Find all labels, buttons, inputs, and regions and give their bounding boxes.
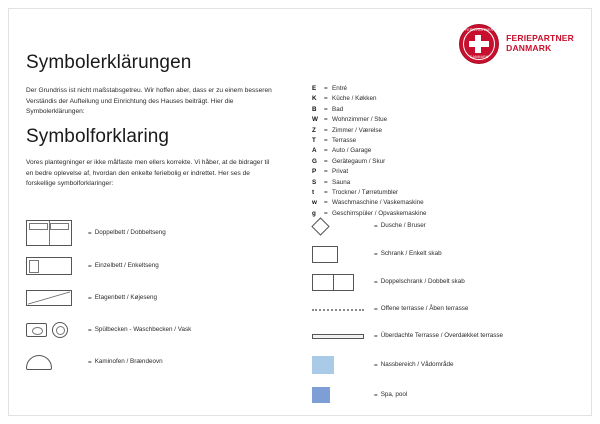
danish-paragraph: Vores plantegninger er ikke målfaste men ellers korrekte. Vi håber, at de bidrager til en bedre oplevelse af, hvordan den enkelte feriebolig er indrettet. Her ses de forskellige symbolforklaringer: (26, 159, 270, 188)
legend-label: Nassbereich / Vådområde (380, 360, 454, 368)
abbreviation-row (312, 198, 552, 208)
bunk-bed-icon (26, 290, 88, 306)
sink-icon (26, 322, 88, 338)
legend-equals: = (88, 358, 92, 366)
abbreviation-key: S (312, 178, 317, 186)
abbreviation-equals: = (324, 209, 328, 217)
abbreviation-value: Entré (332, 85, 348, 93)
abbreviation-value: Geschirrspüler / Opvaskemaskine (332, 209, 427, 217)
abbreviation-row (312, 178, 552, 188)
legend-equals: = (374, 222, 378, 230)
legend-equals: = (88, 229, 92, 237)
abbreviation-equals: = (324, 157, 328, 165)
legend-equals: = (374, 333, 378, 340)
logo-seal-bottom-text: DANMARK (469, 54, 489, 59)
abbreviation-key: W (312, 116, 318, 124)
legend-label: Spülbecken - Waschbecken / Vask (94, 325, 192, 333)
abbreviation-value: Wohnzimmer / Stue (332, 116, 388, 124)
legend-label: Doppelbett / Dobbeltseng (94, 228, 166, 236)
abbreviation-value: Küche / Køkken (332, 95, 377, 103)
legend-item-bunk-bed (26, 282, 281, 314)
logo-cross-horizontal (469, 41, 489, 47)
legend-item-fireplace (26, 346, 281, 378)
abbreviation-equals: = (324, 85, 328, 93)
abbreviation-value: Gerätegaum / Skur (332, 157, 386, 165)
abbreviation-row (312, 126, 552, 136)
abbreviation-row (312, 136, 552, 146)
abbreviation-value: Sauna (332, 178, 351, 186)
abbreviation-row (312, 115, 552, 125)
abbreviation-value: Privat (332, 168, 349, 176)
abbreviation-key: B (312, 105, 317, 113)
legend-label: Dusche / Bruser (380, 221, 426, 229)
legend-label: Schrank / Enkelt skab (380, 249, 442, 257)
wet-room-swatch-icon (312, 356, 374, 374)
abbreviation-key: P (312, 168, 317, 176)
legend-item-terrace-open (312, 296, 562, 323)
legend-item-terrace-covered (312, 323, 562, 350)
legend-item-wet-room (312, 350, 562, 380)
double-bed-icon (26, 220, 88, 246)
abbreviation-key: E (312, 85, 317, 93)
logo-line-2: DANMARK (506, 43, 552, 53)
legend-label: Spa, pool (380, 390, 408, 398)
legend-label: Etagenbett / Køjeseng (94, 293, 157, 301)
logo-wordmark (506, 34, 574, 54)
legend-label: Kaminofen / Brændeovn (94, 357, 163, 365)
pool-swatch-icon (312, 387, 374, 403)
abbreviation-key: T (312, 137, 316, 144)
closet-double-icon (312, 274, 374, 291)
legend-item-pool (312, 380, 562, 410)
legend-right-column (312, 209, 562, 410)
legend-item-double-bed (26, 216, 281, 250)
abbreviation-equals: = (324, 147, 328, 155)
legend-equals: = (88, 326, 92, 334)
abbreviation-equals: = (324, 178, 328, 186)
fireplace-icon (26, 355, 88, 370)
open-terrace-icon (312, 309, 374, 311)
abbreviation-row (312, 146, 552, 156)
abbreviation-key: A (312, 147, 317, 155)
legend-item-single-bed (26, 250, 281, 282)
abbreviation-row (312, 84, 552, 94)
legend-equals: = (374, 250, 378, 258)
legend-item-closet-double (312, 268, 562, 296)
abbreviation-row (312, 105, 552, 115)
german-title: Symbolerklärungen (26, 52, 192, 73)
logo-seal-icon (459, 24, 499, 64)
legend-item-sink (26, 314, 281, 346)
legend-equals: = (88, 294, 92, 302)
abbreviation-equals: = (324, 105, 328, 113)
abbreviation-equals: = (324, 137, 328, 144)
danish-title: Symbolforklaring (26, 126, 170, 147)
logo-line-1: FERIEPARTNER (506, 33, 574, 44)
german-paragraph: Der Grundriss ist nicht maßstabsgetreu. Wir hoffen aber, dass er zu einem besseren Verständis der Aufteilung und Einrichtung des Hauses beiträgt. Hier die Symbolerklärungen: (26, 87, 272, 116)
abbreviation-key: K (312, 95, 317, 103)
abbreviation-equals: = (324, 116, 328, 124)
closet-single-icon (312, 246, 374, 263)
single-bed-icon (26, 257, 88, 275)
abbreviation-value: Trockner / Tørretumbler (332, 188, 399, 196)
legend-label: Doppelschrank / Dobbelt skab (380, 277, 465, 285)
abbreviation-equals: = (324, 168, 328, 176)
legend-item-closet-single (312, 240, 562, 268)
abbreviation-row (312, 188, 552, 198)
logo-seal-top-text: FERIEPARTNER (464, 28, 494, 32)
legend-label: Offene terrasse / Åben terrasse (380, 305, 469, 313)
abbreviation-value: Auto / Garage (332, 147, 372, 155)
abbreviation-value: Zimmer / Værelse (332, 126, 383, 134)
abbreviation-list (312, 84, 552, 219)
legend-label: Überdachte Terrasse / Overdækket terrasse (380, 332, 504, 340)
abbreviation-row (312, 167, 552, 177)
abbreviation-row (312, 157, 552, 167)
legend-equals: = (374, 361, 378, 369)
abbreviation-equals: = (324, 199, 328, 207)
feriepartner-logo (459, 24, 574, 64)
legend-left-column (26, 216, 281, 378)
abbreviation-value: Terrasse (332, 137, 357, 144)
legend-label: Einzelbett / Enkeltseng (94, 261, 159, 269)
abbreviation-key: G (312, 157, 317, 165)
abbreviation-equals: = (324, 188, 328, 196)
covered-terrace-icon (312, 334, 374, 339)
abbreviation-row (312, 94, 552, 104)
abbreviation-key: Z (312, 126, 316, 134)
abbreviation-key: w (312, 199, 317, 207)
legend-item-shower (312, 209, 562, 240)
legend-equals: = (374, 278, 378, 286)
legend-equals: = (374, 306, 378, 313)
abbreviation-value: Bad (332, 105, 344, 113)
abbreviation-key: g (312, 209, 316, 217)
abbreviation-key: t (312, 188, 315, 196)
abbreviation-value: Waschmaschine / Vaskemaskine (332, 199, 424, 207)
legend-equals: = (374, 391, 378, 399)
abbreviation-equals: = (324, 126, 328, 134)
abbreviation-equals: = (324, 95, 328, 103)
shower-icon (312, 220, 374, 233)
legend-equals: = (88, 262, 92, 270)
